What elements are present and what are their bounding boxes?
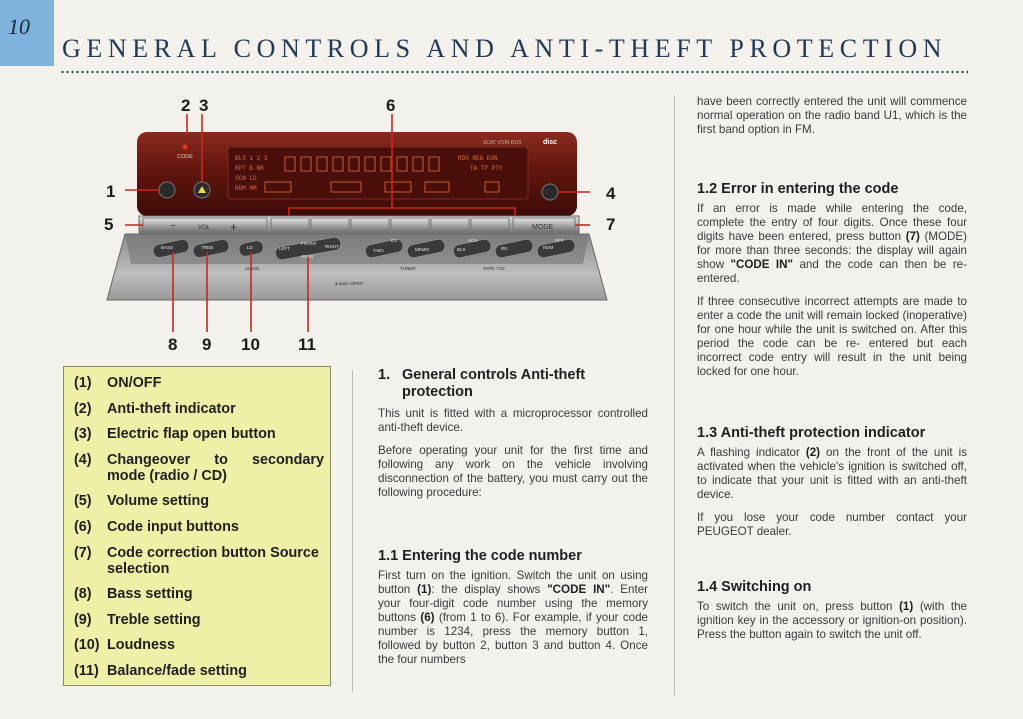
vol-minus: − [170, 221, 176, 232]
callout-6: 6 [386, 96, 396, 115]
radio-unit-illustration [95, 92, 615, 332]
legend-item: (6) Code input buttons [74, 518, 239, 535]
dx-label: DX [391, 238, 398, 243]
legend-item: (8) Bass setting [74, 586, 193, 603]
display-line2: RPT B NR [235, 165, 264, 172]
treb-label: TREB [201, 245, 214, 250]
legend-item: (1) ON/OFF [74, 375, 162, 391]
callout-2: 2 [181, 96, 191, 115]
section-1-heading: 1. General controls Anti-theft protection [378, 367, 586, 400]
rear-label: REAR [301, 254, 314, 259]
section-1-2-paragraph: If an error is made while entering the code, complete the entry of four digits. Once these four digits have been entered, press button (7) (MODE) for more than three seconds: the display will again show "CODE IN" and the code can then be re-entered. [697, 202, 967, 285]
section-1-2-paragraph: If three consecutive incorrect attempts are made to enter a code the unit will remain locked (inoperative) for one hour while the unit is switched on. After this period the code can be re- entered but each incorrect code entry will result in the unit being locked for one hour. [697, 295, 967, 378]
disc-logo: disc [543, 139, 558, 146]
legend-item: (11) Balance/fade setting [74, 662, 247, 679]
vol-label: VOL [198, 225, 211, 231]
mode-label: MODE [532, 224, 553, 231]
memory-button-4[interactable] [391, 218, 429, 232]
section-1-paragraph: This unit is fitted with a microprocessor controlled anti-theft device. [378, 407, 648, 434]
bls-label: BLS [457, 247, 466, 252]
tuner-label: TUNER [400, 266, 416, 271]
legend-item: (7) Code correction button Source selection [74, 544, 319, 577]
section-1-2-heading: 1.2 Error in entering the code [697, 181, 899, 197]
section-1-paragraph: Before operating your unit for the first time and following any work on the vehicle involving disconnection of the battery, you must carry out the following procedure: [378, 444, 648, 499]
display-line4: RDM MM [235, 185, 257, 192]
section-1-3-paragraph: If you lose your code number contact your PEUGEOT dealer. [697, 511, 967, 538]
bass-label: BASS [161, 245, 174, 250]
ld-label: LD [247, 245, 253, 250]
display-right1: RDS REG EON [458, 155, 498, 162]
display-line1: BLS 1 2 3 [235, 155, 268, 162]
callout-5: 5 [104, 215, 114, 234]
section-1-4-heading: 1.4 Switching on [697, 579, 812, 595]
memory-button-2[interactable] [311, 218, 349, 232]
audio-label: AUDIO [245, 266, 260, 271]
legend-item: (4) Changeover to secondary mode (radio / CD) [74, 451, 324, 484]
memory-button-3[interactable] [351, 218, 389, 232]
section-1-1-heading: 1.1 Entering the code number [378, 548, 582, 564]
memory-button-1[interactable] [271, 218, 309, 232]
callout-4: 4 [606, 184, 616, 203]
push-open-label: ● push OPEN [335, 281, 363, 286]
legend-item: (9) Treble setting [74, 611, 201, 628]
tmo-label: T.MO [373, 248, 384, 253]
left-label: LEFT [279, 246, 291, 251]
rn-label: RN [501, 246, 508, 251]
legend-item: (2) Anti-theft indicator [74, 400, 236, 417]
tape-cd-label: TAPE / CD [483, 266, 505, 271]
section-1-1-paragraph: First turn on the ignition. Switch the unit on using button (1): the display shows "CODE IN". Enter your four-digit code number using the memory buttons (6) (from 1 to 6). For example, if your code number is 1234, press the memory button 1, followed by button 2, button 3 and button 4. Once the four numbers [378, 569, 648, 666]
memory-button-6[interactable] [471, 218, 509, 232]
callout-11: 11 [298, 335, 316, 354]
right-label: RIGHT [325, 244, 339, 249]
controls-legend [63, 366, 331, 686]
front-label: FRONT [301, 241, 317, 246]
legend-item: (3) Electric flap open button [74, 426, 276, 443]
section-1-3-paragraph: A flashing indicator (2) on the front of the unit is activated when the vehicle's ignition is switched off, to indicate that your unit is fitted with an anti-theft device. [697, 446, 967, 501]
vol-plus: + [230, 220, 238, 234]
scn-label: SCN [468, 238, 478, 243]
callout-10: 10 [241, 335, 260, 354]
callout-1: 1 [106, 182, 116, 201]
page-title: GENERAL CONTROLS AND ANTI-THEFT PROTECTION [62, 34, 948, 63]
anti-theft-led [183, 145, 188, 150]
right-column [697, 95, 967, 651]
header-dotted-rule [60, 70, 968, 74]
rpt-label: RPT [555, 238, 564, 243]
callout-3: 3 [199, 96, 209, 115]
on-off-button[interactable] [159, 182, 175, 198]
rdm-label: RDM [543, 245, 554, 250]
code-label: CODE [177, 154, 193, 160]
column-divider-right [674, 95, 675, 695]
page-number: 10 [8, 14, 30, 39]
memo-label: MEMO [415, 247, 429, 252]
section-1-3-heading: 1.3 Anti-theft protection indicator [697, 425, 926, 441]
tmo-button[interactable] [542, 184, 558, 200]
brand-label: SCAT VOIN RDS [483, 140, 522, 146]
display-line3: SCN LD [235, 175, 257, 182]
display-right2: TA TP PTY [470, 165, 503, 172]
section-1-4-paragraph: To switch the unit on, press button (1) (with the ignition key in the accessory or ignition-on position). Press the button again to switch the unit off. [697, 600, 967, 641]
legend-item: (10) Loudness [74, 637, 175, 654]
memory-button-5[interactable] [431, 218, 469, 232]
column-divider-left [352, 370, 353, 692]
callout-9: 9 [202, 335, 212, 354]
page-number-tab [0, 0, 54, 66]
callout-7: 7 [606, 215, 616, 234]
legend-item: (5) Volume setting [74, 493, 210, 510]
middle-column [378, 367, 648, 676]
callout-8: 8 [168, 335, 178, 354]
continued-paragraph: have been correctly entered the unit will commence normal operation on the radio band U1, which is the first band option in FM. [697, 95, 967, 136]
